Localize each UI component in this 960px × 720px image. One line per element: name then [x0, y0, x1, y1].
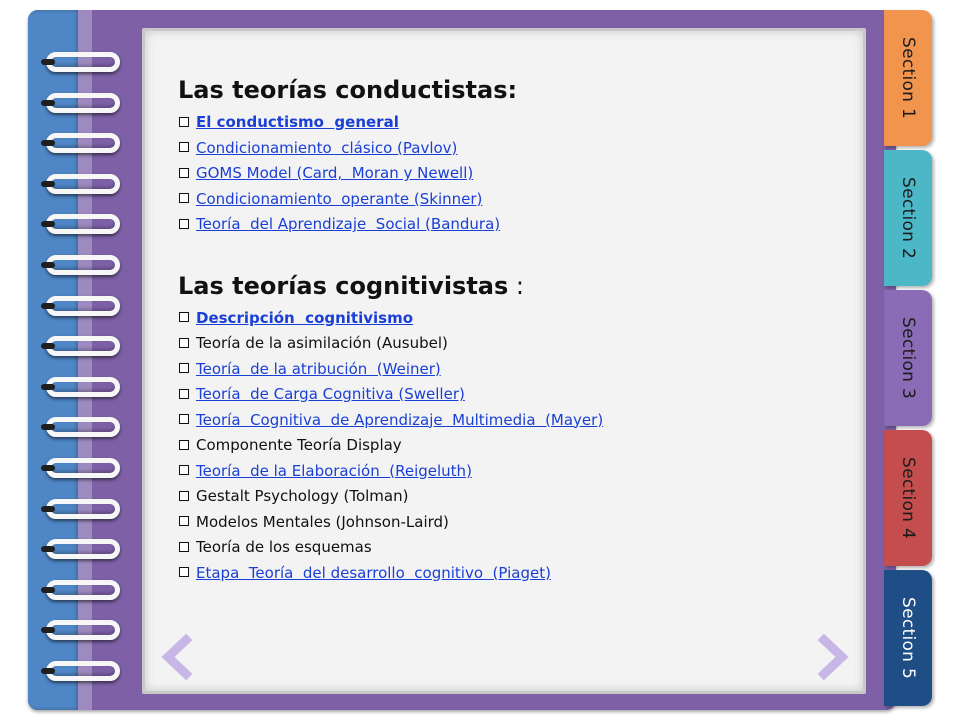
- theory-link[interactable]: Teoría de Carga Cognitiva (Sweller): [196, 385, 465, 403]
- theory-label: Modelos Mentales (Johnson-Laird): [196, 512, 449, 531]
- tab-label: Section 2: [898, 176, 918, 260]
- binding-ring: [46, 93, 120, 113]
- binding-ring: [46, 174, 120, 194]
- binding-ring: [46, 377, 120, 397]
- binding-ring: [46, 539, 120, 559]
- list-item[interactable]: [178, 459, 838, 485]
- chevron-right-icon[interactable]: [810, 634, 856, 680]
- list-item[interactable]: [178, 306, 838, 332]
- checkbox-bullet-icon: [178, 359, 192, 379]
- checkbox-bullet-icon: [178, 385, 192, 405]
- theory-label: Gestalt Psychology (Tolman): [196, 487, 409, 505]
- list-item: [178, 433, 838, 459]
- checkbox-bullet-icon: [178, 215, 192, 235]
- binding-ring: [46, 52, 120, 72]
- tab-label: Section 4: [898, 456, 918, 540]
- theory-link[interactable]: Condicionamiento clásico (Pavlov): [196, 138, 458, 157]
- theory-link[interactable]: Condicionamiento operante (Skinner): [196, 189, 483, 208]
- cognitive-heading: [178, 266, 838, 306]
- list-item[interactable]: [178, 561, 838, 587]
- list-item[interactable]: [178, 408, 838, 434]
- theory-link[interactable]: Teoría de la atribución (Weiner): [196, 359, 441, 378]
- checkbox-bullet-icon: [178, 334, 192, 354]
- theory-label: Componente Teoría Display: [196, 436, 402, 454]
- binding-ring: [46, 499, 120, 519]
- theory-label: Teoría de la asimilación (Ausubel): [196, 334, 448, 352]
- binding-ring: [46, 133, 120, 153]
- cognitive-heading-suffix: :: [508, 271, 524, 300]
- tab-label: Section 3: [898, 316, 918, 400]
- tab-section-1[interactable]: [884, 10, 932, 146]
- tab-label: Section 1: [898, 36, 918, 120]
- theory-link[interactable]: Teoría del Aprendizaje Social (Bandura): [196, 215, 501, 233]
- binding-ring: [46, 214, 120, 234]
- list-item: [178, 535, 838, 561]
- list-item: [178, 510, 838, 536]
- theory-link[interactable]: El conductismo general: [196, 113, 399, 131]
- list-item: [178, 484, 838, 510]
- binding-ring: [46, 336, 120, 356]
- list-item[interactable]: [178, 161, 838, 187]
- chevron-left-icon[interactable]: [154, 634, 200, 680]
- checkbox-bullet-icon: [178, 308, 192, 328]
- theory-link[interactable]: Descripción cognitivismo: [196, 308, 414, 327]
- checkbox-bullet-icon: [178, 164, 192, 184]
- page-content: [178, 70, 838, 586]
- behaviorist-list: [178, 110, 838, 238]
- checkbox-bullet-icon: [178, 138, 192, 158]
- theory-link[interactable]: Teoría de la Elaboración (Reigeluth): [196, 461, 472, 480]
- binding-ring: [46, 620, 120, 640]
- tab-label: Section 5: [898, 596, 918, 680]
- checkbox-bullet-icon: [178, 410, 192, 430]
- theory-label: Teoría de los esquemas: [196, 538, 372, 556]
- binding-ring: [46, 661, 120, 681]
- checkbox-bullet-icon: [178, 461, 192, 481]
- checkbox-bullet-icon: [178, 512, 192, 532]
- theory-link[interactable]: GOMS Model (Card, Moran y Newell): [196, 164, 474, 182]
- checkbox-bullet-icon: [178, 436, 192, 456]
- checkbox-bullet-icon: [178, 113, 192, 133]
- list-item[interactable]: [178, 136, 838, 162]
- tab-section-5[interactable]: [884, 570, 932, 706]
- binding-ring: [46, 255, 120, 275]
- checkbox-bullet-icon: [178, 563, 192, 583]
- theory-link[interactable]: Etapa Teoría del desarrollo cognitivo (Piaget): [196, 563, 551, 582]
- tab-section-3[interactable]: [884, 290, 932, 426]
- binding-ring: [46, 458, 120, 478]
- behaviorist-heading: Las teorías conductistas:: [178, 76, 518, 104]
- list-item[interactable]: [178, 382, 838, 408]
- theory-link[interactable]: Teoría Cognitiva de Aprendizaje Multimedia (Mayer): [196, 410, 604, 429]
- list-item[interactable]: [178, 187, 838, 213]
- spine-edge: [78, 10, 92, 710]
- checkbox-bullet-icon: [178, 538, 192, 558]
- checkbox-bullet-icon: [178, 487, 192, 507]
- checkbox-bullet-icon: [178, 189, 192, 209]
- cognitive-list: [178, 306, 838, 587]
- binding-ring: [46, 580, 120, 600]
- notebook-spine: [28, 10, 80, 710]
- tab-section-2[interactable]: [884, 150, 932, 286]
- list-item[interactable]: [178, 212, 838, 238]
- binding-ring: [46, 296, 120, 316]
- list-item[interactable]: [178, 110, 838, 136]
- cognitive-heading-text: Las teorías cognitivistas: [178, 271, 509, 300]
- binding-ring: [46, 417, 120, 437]
- tab-section-4[interactable]: [884, 430, 932, 566]
- list-item[interactable]: [178, 357, 838, 383]
- list-item: [178, 331, 838, 357]
